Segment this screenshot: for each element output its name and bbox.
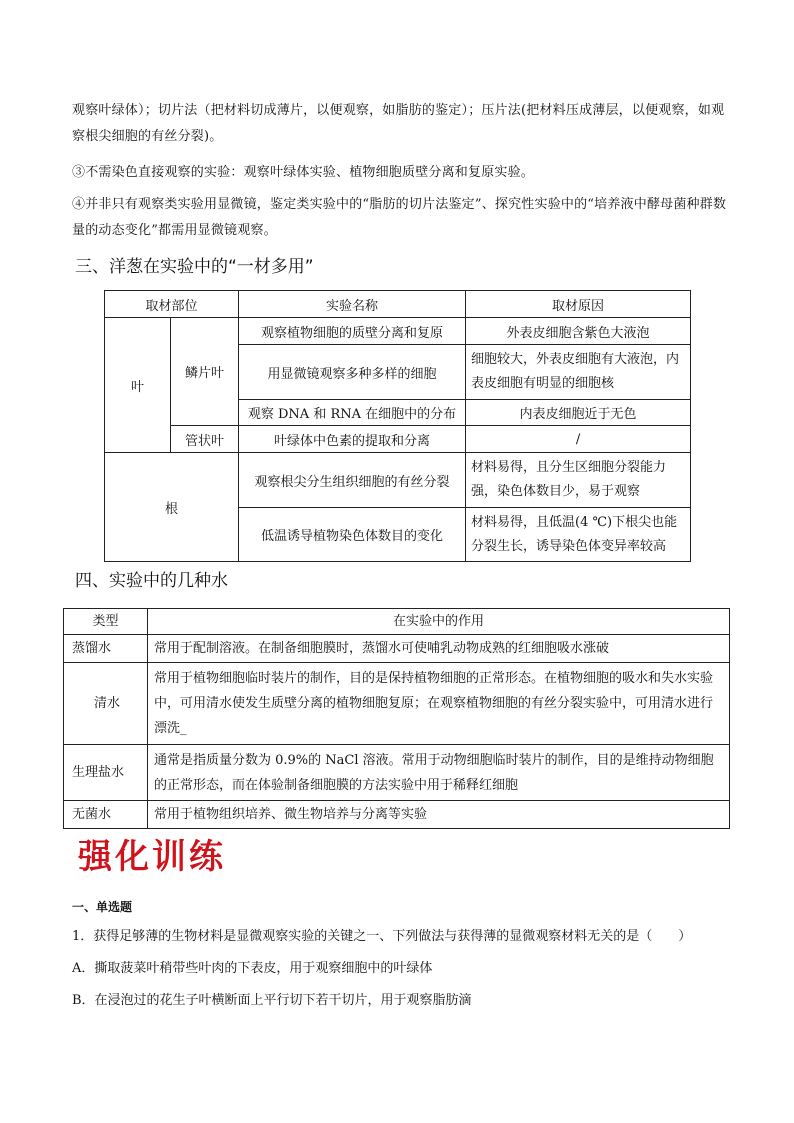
- table-row: [64, 801, 730, 829]
- table-row: [64, 745, 730, 801]
- header-type: 类型: [64, 609, 148, 635]
- water-table: [63, 608, 730, 829]
- water-type-cell: 清水: [64, 663, 148, 745]
- scale-leaf-cell: 鳞片叶: [171, 318, 239, 426]
- table-row: [64, 635, 730, 663]
- water-use-cell: 通常是指质量分数为 0.9%的 NaCl 溶液。常用于动物细胞临时装片的制作，目的是维持动物细胞的正常形态，而在体验制备细胞膜的方法实验中用于稀释红细胞: [148, 745, 730, 801]
- question-1: 1．获得足够薄的生物材料是显微观察实验的关键之一、下列做法与获得薄的显微观察材料无关的是（ ）: [72, 929, 692, 944]
- single-choice-label: 一、单选题: [72, 900, 133, 914]
- reason-cell: 内表皮细胞近于无色: [466, 400, 691, 426]
- paragraph-no-stain: ③不需染色直接观察的实验：观察叶绿体实验、植物细胞质壁分离和复原实验。: [72, 165, 535, 180]
- reason-cell: 材料易得，且分生区细胞分裂能力强，染色体数目少，易于观察: [466, 453, 691, 508]
- experiment-cell: 叶绿体中色素的提取和分离: [239, 426, 466, 453]
- leaf-cell: 叶: [105, 318, 171, 453]
- experiment-cell: 观察根尖分生组织细胞的有丝分裂: [239, 453, 466, 508]
- onion-table: [104, 290, 691, 562]
- header-use: 在实验中的作用: [148, 609, 730, 635]
- table-row: [105, 453, 691, 508]
- header-experiment: 实验名称: [239, 291, 466, 318]
- table-row: [105, 318, 691, 345]
- option-b: B．在浸泡过的花生子叶横断面上平行切下若干切片，用于观察脂肪滴: [72, 993, 472, 1008]
- experiment-cell: 低温诱导植物染色体数目的变化: [239, 508, 466, 562]
- water-use-cell: 常用于配制溶液。在制备细胞膜时，蒸馏水可使哺乳动物成熟的红细胞吸水涨破: [148, 635, 730, 663]
- water-type-cell: 蒸馏水: [64, 635, 148, 663]
- water-type-cell: 无菌水: [64, 801, 148, 829]
- table-row: [105, 426, 691, 453]
- paragraph-methods: 观察叶绿体）；切片法（把材料切成薄片，以便观察，如脂肪的鉴定）；压片法(把材料压成薄层，以便观察，如观察根尖细胞的有丝分裂)。: [72, 103, 725, 144]
- reason-cell: 细胞较大，外表皮细胞有大液泡，内表皮细胞有明显的细胞核: [466, 345, 691, 400]
- table-row: [105, 291, 691, 318]
- section4-title: 四、实验中的几种水: [75, 571, 228, 591]
- header-part: 取材部位: [105, 291, 239, 318]
- root-cell: 根: [105, 453, 239, 562]
- table-row: [64, 609, 730, 635]
- section3-title: 三、洋葱在实验中的“一材多用”: [75, 257, 314, 277]
- paragraph-microscope: ④并非只有观察类实验用显微镜，鉴定类实验中的“脂肪的切片法鉴定”、探究性实验中的“培养液中酵母菌种群数量的动态变化”都需用显微镜观察。: [72, 197, 727, 238]
- water-type-cell: 生理盐水: [64, 745, 148, 801]
- experiment-cell: 观察 DNA 和 RNA 在细胞中的分布: [239, 400, 466, 426]
- reason-cell: 材料易得，且低温(4 ℃)下根尖也能分裂生长，诱导染色体变异率较高: [466, 508, 691, 562]
- reason-cell: 外表皮细胞含紫色大液泡: [466, 318, 691, 345]
- experiment-cell: 用显微镜观察多种多样的细胞: [239, 345, 466, 400]
- table-row: [64, 663, 730, 745]
- training-title: 强化训练: [78, 837, 226, 877]
- experiment-cell: 观察植物细胞的质壁分离和复原: [239, 318, 466, 345]
- water-use-cell: 常用于植物组织培养、微生物培养与分离等实验: [148, 801, 730, 829]
- water-use-cell: 常用于植物细胞临时装片的制作，目的是保持植物细胞的正常形态。在植物细胞的吸水和失水实验中，可用清水使发生质壁分离的植物细胞复原；在观察植物细胞的有丝分裂实验中，可用清水进行漂洗_: [148, 663, 730, 745]
- tube-leaf-cell: 管状叶: [171, 426, 239, 453]
- option-a: A．撕取菠菜叶稍带些叶肉的下表皮，用于观察细胞中的叶绿体: [72, 961, 433, 976]
- header-reason: 取材原因: [466, 291, 691, 318]
- reason-cell: /: [466, 426, 691, 453]
